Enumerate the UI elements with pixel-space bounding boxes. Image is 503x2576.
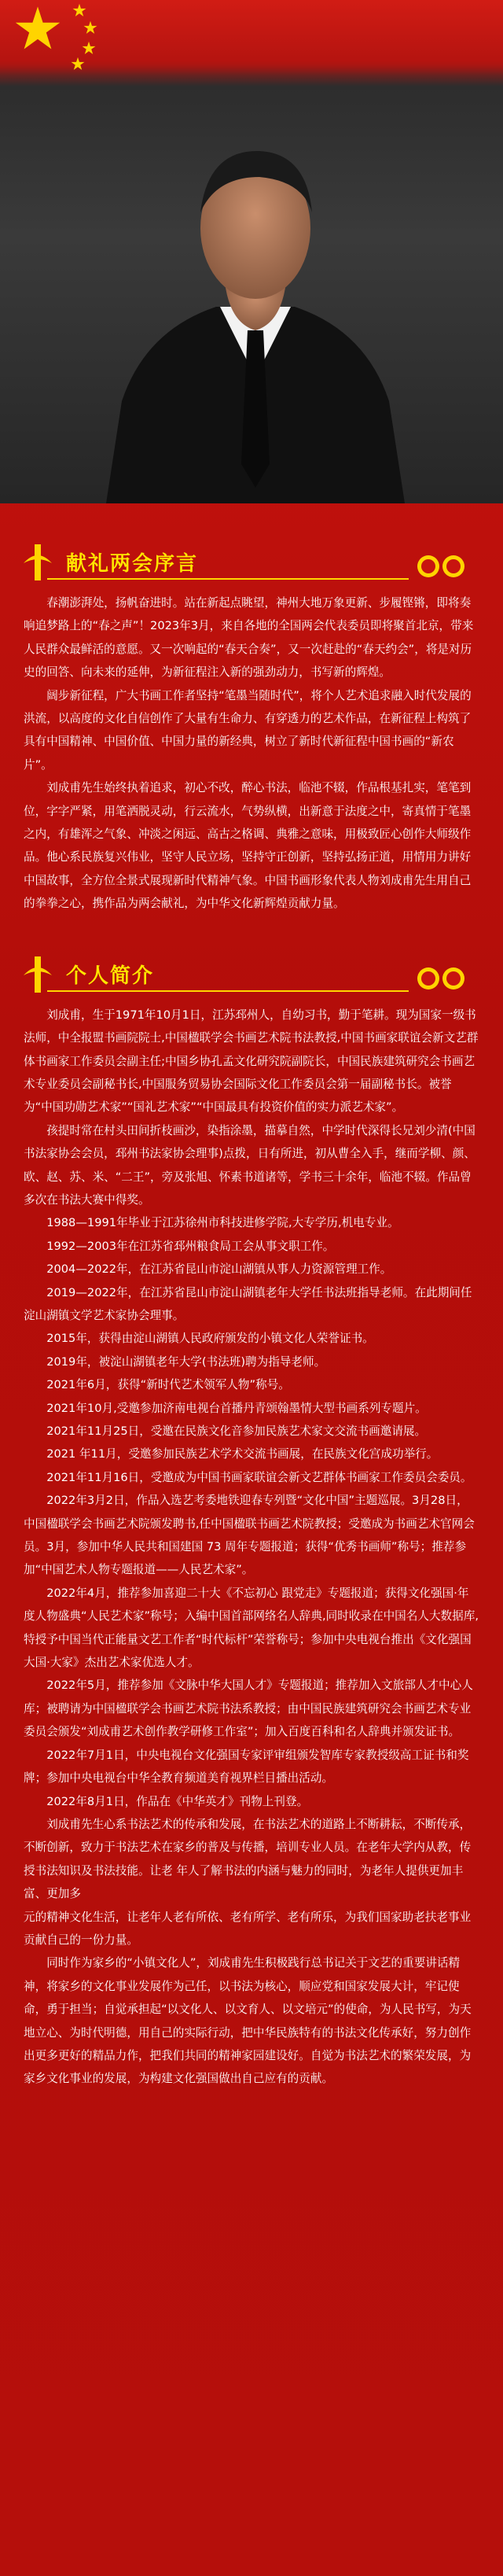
paragraph: 刘成甫，生于1971年10月1日，江苏邳州人，自幼习书，勤于笔耕。现为国家一级书法师，中全报盟书画院院士,中国楹联学会书画艺术院书法教授,中国书画家联谊会新文艺群体书画家工作委员会副主任;中国乡协孔孟文化研究院副院长，中国民族建筑研究会书画艺术专业委员会副秘书长,中国服务贸易协会国际文化工作委员会第一届副秘书长。被誉为“中国功勋艺术家”“国礼艺术家”“中国最具有投资价值的实力派艺术家”。 [24,1008,479,1115]
small-star-icon [82,41,96,55]
hero-banner [0,0,503,503]
small-star-icon [71,57,85,71]
portrait-photo [90,94,420,503]
paragraph: 2019年，被淀山湖镇老年大学(书法班)聘为指导老师。 [46,1354,326,1369]
paragraph: 2021年11月25日，受邀在民族文化音参加民族艺术家文交流书画邀请展。 [46,1424,427,1438]
paragraph: 刘成甫先生始终执着追求，初心不改，醉心书法，临池不辍，作品根基扎实，笔笔到位，字字严紧，用笔洒脱灵动，行云流水，气势纵横，出新意于法度之中，寄真情于笔墨之内，有雄浑之气象、冲淡之闲远、高古之格调、典雅之意味，用极致匠心创作大师级作品。他心系民族复兴伟业，坚守人民立场，坚持守正创新，坚持弘扬正道，用情用力讲好中国故事，全方位全景式展现新时代精神气象。中国书画形象代表人物刘成甫先生用自己的拳拳之心，携作品为两会献礼，为中华文化新辉煌贡献力量。 [24,781,472,911]
paragraph: 2021年6月，获得“新时代艺术领军人物”称号。 [46,1378,290,1392]
section-title-text: 个人简介 [66,964,155,988]
paragraph: 2022年3月2日，作品入选艺考委地铁迎春专列暨“文化中国”主题巡展。3月28日，中国楹联学会书画艺术院颁发聘书,任中国楹联书画艺术院教授；受邀成为书画艺术官网会员。3月，参加中华人民共和国建国 73 周年专题报道；获得“优秀书画师”称号；推荐参加“中国艺术人物专题报道——人民艺术家”。 [24,1494,475,1577]
paragraph: 1992—2003年在江苏省邳州粮食局工会从事文职工作。 [46,1239,335,1253]
section-title-preface [0,530,503,591]
paragraph: 2022年4月，推荐参加喜迎二十大《不忘初心 跟党走》专题报道；获得文化强国·年度人物盛典“人民艺术家”称号；入编中国首部网络名人辞典,同时收录在中国名人大数据库,特授予中国当代正能量文艺工作者“时代标杆”荣誉称号；参加中央电视台推出《文化强国大国·大家》杰出艺术家优选人才。 [24,1586,479,1670]
paragraph: 2021 年11月，受邀参加民族艺术学术交流书画展，在民族文化宫成功举行。 [46,1447,439,1461]
paragraph: 2004—2022年，在江苏省昆山市淀山湖镇从事人力资源管理工作。 [46,1262,392,1277]
paragraph: 孩提时常在村头田间折枝画沙，染指涂墨，描摹自然，中学时代深得长兄刘少清(中国书法家协会会员，邳州书法家协会理事)点拨，日有所进，初从曹全入手，继而学柳、颜、欧、赵、苏、米、“二王”，旁及张旭、怀素书道诸等，学书三十余年，临池不辍。作品曾多次在书法大赛中得奖。 [24,1123,475,1207]
paragraph: 元的精神文化生活，让老年人老有所依、老有所学、老有所乐，为我们国家助老扶老事业贡献自己的一份力量。 [24,1910,472,1947]
paragraph: 2022年5月，推荐参加《文脉中华大国人才》专题报道；推荐加入文旅部人才中心人库；被聘请为中国楹联学会书画艺术院书法系教授；由中国民族建筑研究会书画艺术专业委员会颁发“刘成甫艺术创作教学研修工作室”；加入百度百科和名人辞典并颁发证书。 [24,1679,473,1739]
paragraph: 2022年8月1日，作品在《中华英才》刊物上刊登。 [46,1794,309,1808]
section-title-bio [0,942,503,1004]
paragraph: 2022年7月1日，中央电视台文化强国专家评审组颁发智库专家教授级高工证书和奖牌；参加中央电视台中华全教育频道美育视界栏目播出活动。 [24,1748,469,1786]
section-title-text: 献礼两会序言 [66,552,199,576]
paragraph: 2021年11月16日，受邀成为中国书画家联谊会新文艺群体书画家工作委员会委员。 [46,1470,472,1484]
paragraph: 刘成甫先生心系书法艺术的传承和发展，在书法艺术的道路上不断耕耘，不断传承，不断创新，致力于书法艺术在家乡的普及与传播，培训专业人员。在老年大学内从教，传授书法知识及书法技能。让老 年人了解书法的内涵与魅力的同时，为老年人提供更加丰富、更加多 [24,1817,472,1901]
big-star-icon [14,5,61,52]
paragraph: 阔步新征程，广大书画工作者坚持“笔墨当随时代”，将个人艺术追求融入时代发展的洪流，以高度的文化自信创作了大量有生命力、有穿透力的艺术作品，在新征程上构筑了具有中国精神、中国价值、中国力量的新经典，树立了新时代新征程中国书画的“新农片”。 [24,688,472,772]
paragraph: 2015年，获得由淀山湖镇人民政府颁发的小镇文化人荣誉证书。 [46,1332,374,1346]
paragraph: 1988—1991年毕业于江苏徐州市科技进修学院,大专学历,机电专业。 [46,1216,399,1230]
bio-content [0,1004,503,2091]
paragraph: 同时作为家乡的“小镇文化人”，刘成甫先生积极践行总书记关于文艺的重要讲话精神，将家乡的文化事业发展作为己任，以书法为核心，顺应党和国家发展大计，牢记使命，勇于担当；自觉承担起“以文化人、以文育人、以文培元”的使命，为人民书写，为天地立心、为时代明德，用自己的实际行动，把中华民族特有的书法文化传承好，努力创作出更多更好的精品力作，把我们共同的精神家园建设好。自觉为书法艺术的繁荣发展，为家乡文化事业的发展，为构建文化强国做出自己应有的贡献。 [24,1956,472,2086]
paragraph: 春潮澎湃处，扬帆奋进时。站在新起点眺望，神州大地万象更新、步履铿锵，即将奏响追梦路上的“春之声”！2023年3月，来自各地的全国两会代表委员即将聚首北京，带来人民群众最鲜活的意愿。又一次响起的“春天合奏”，又一次赶赴的“春天约会”，将是对历史的回答、向未来的延伸，为新征程注入新的强劲动力，书写新的辉煌。 [24,596,474,680]
preface-content [0,591,503,916]
small-star-icon [83,20,97,35]
paragraph: 2019—2022年，在江苏省昆山市淀山湖镇老年大学任书法班指导老师。在此期间任淀山湖镇文学艺术家协会理事。 [24,1285,472,1322]
paragraph: 2021年10月,受邀参加济南电视台首播丹青颂翰墨情大型书画系列专题片。 [46,1401,427,1415]
small-star-icon [72,3,86,17]
